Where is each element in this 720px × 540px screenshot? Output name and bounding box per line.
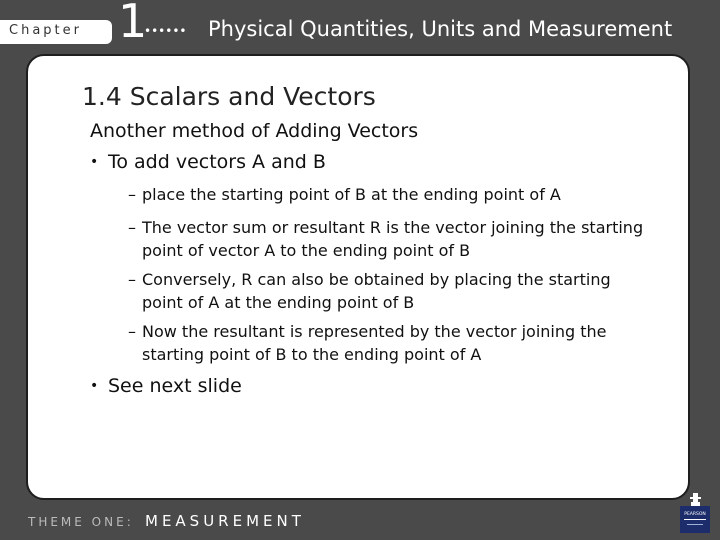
chapter-number: 1 bbox=[118, 0, 148, 48]
bullet-text: See next slide bbox=[108, 375, 242, 397]
bullet-item bbox=[90, 151, 326, 173]
bullet-dot-icon: • bbox=[90, 154, 99, 170]
sub-item bbox=[128, 268, 648, 314]
sub-item-text: place the starting point of B at the ending point of A bbox=[142, 185, 561, 204]
bullet-item bbox=[90, 375, 242, 397]
sub-item-text: Conversely, R can also be obtained by placing the starting point of A at the ending point of B bbox=[142, 270, 611, 312]
logo-text: PEARSON bbox=[684, 512, 706, 517]
dash-icon: – bbox=[128, 322, 136, 341]
footer-subject: MEASUREMENT bbox=[145, 512, 305, 530]
slide-subheading: Another method of Adding Vectors bbox=[90, 120, 419, 142]
footer-theme: THEME ONE: bbox=[28, 515, 134, 529]
sub-item bbox=[128, 183, 648, 206]
chapter-title: Physical Quantities, Units and Measurement bbox=[208, 17, 673, 41]
bullet-dot-icon: • bbox=[90, 378, 99, 394]
sub-item bbox=[128, 216, 648, 262]
bullet-text: To add vectors A and B bbox=[108, 151, 326, 173]
dash-icon: – bbox=[128, 270, 136, 289]
dash-icon: – bbox=[128, 185, 136, 204]
sub-item bbox=[128, 320, 648, 366]
dash-icon: – bbox=[128, 218, 136, 237]
slide-heading: 1.4 Scalars and Vectors bbox=[82, 82, 376, 111]
pearson-logo-icon bbox=[680, 493, 710, 533]
chapter-label: Chapter bbox=[9, 23, 82, 38]
sub-item-text: Now the resultant is represented by the vector joining the starting point of B to the ending point of A bbox=[142, 322, 607, 364]
dot-leader: •••••• bbox=[144, 24, 187, 38]
sub-item-text: The vector sum or resultant R is the vector joining the starting point of vector A to the ending point of B bbox=[142, 218, 644, 260]
